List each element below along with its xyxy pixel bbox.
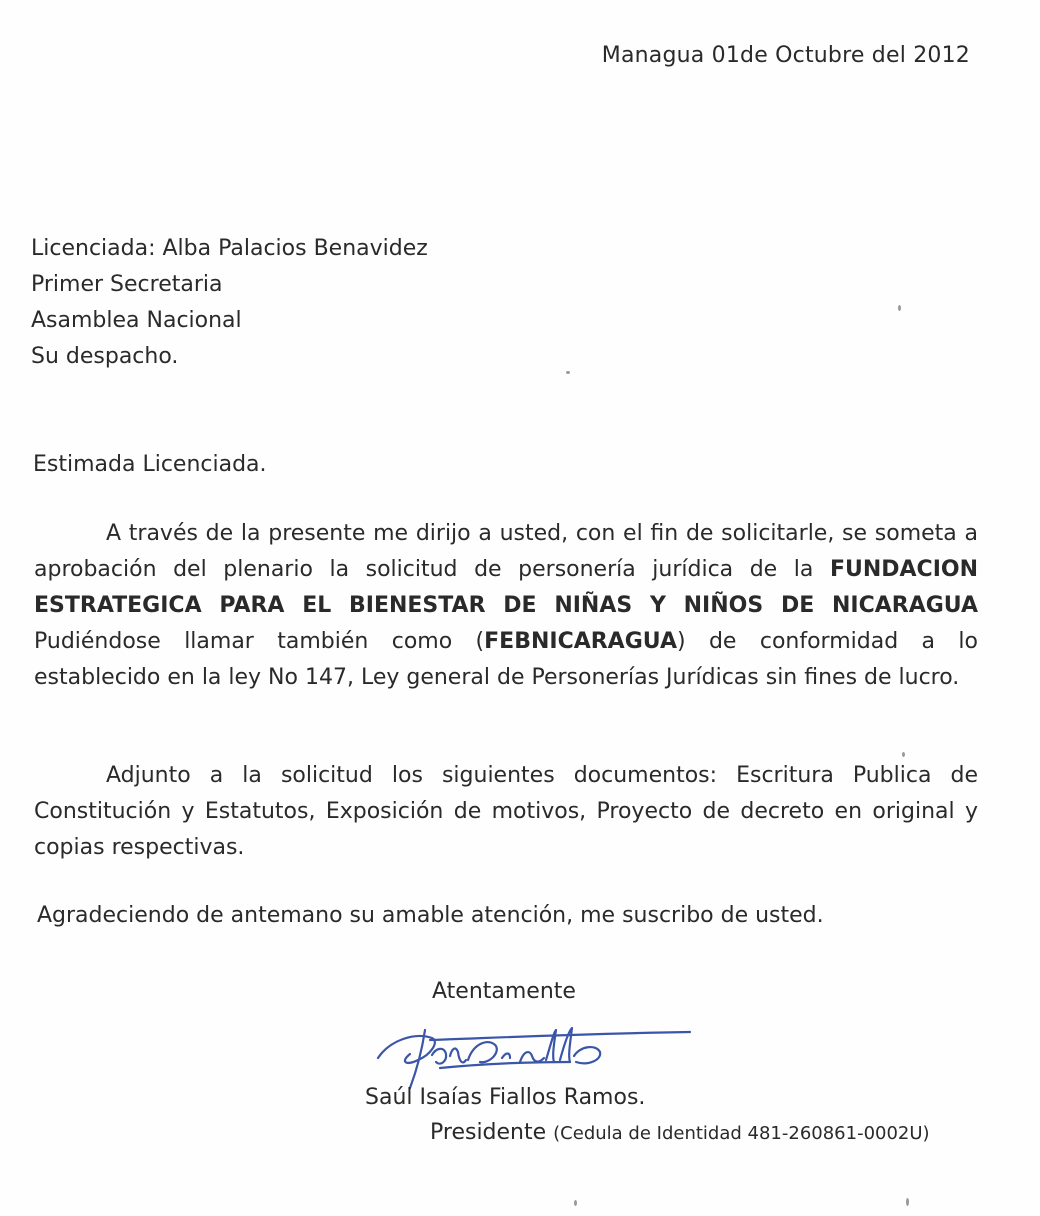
addressee-institution: Asamblea Nacional	[31, 308, 242, 333]
closing-line: Atentamente	[432, 979, 576, 1004]
scan-speck	[902, 752, 905, 757]
organization-name: FUNDACION ESTRATEGICA PARA EL BIENESTAR DE NIÑAS Y NIÑOS DE NICARAGUA	[34, 557, 978, 618]
organization-acronym: FEBNICARAGUA	[484, 629, 677, 654]
addressee-name: Licenciada: Alba Palacios Benavidez	[31, 236, 428, 261]
request-text-part3: ) de conformidad a lo establecido en la ley No 147, Ley general de Personerías Jurídicas sin fines de lucro.	[34, 629, 978, 690]
addressee-office: Su despacho.	[31, 344, 179, 369]
addressee-position: Primer Secretaria	[31, 272, 223, 297]
signer-title: Presidente	[430, 1120, 547, 1145]
signer-id: (Cedula de Identidad 481-260861-0002U)	[553, 1123, 930, 1144]
date-line: Managua 01de Octubre del 2012	[601, 43, 970, 68]
attachments-paragraph	[34, 758, 978, 866]
addressee-block	[31, 231, 428, 375]
request-text-part2: Pudiéndose llamar también como (	[34, 629, 485, 654]
scan-speck	[574, 1200, 577, 1206]
scan-speck	[906, 1198, 909, 1206]
request-paragraph	[34, 516, 978, 696]
attachments-text: Adjunto a la solicitud los siguientes documentos: Escritura Publica de Constitución y Estatutos, Exposición de motivos, Proyecto de decreto en original y copias respectivas.	[34, 763, 978, 860]
salutation: Estimada Licenciada.	[33, 452, 267, 477]
scan-speck	[566, 371, 570, 374]
thanks-line: Agradeciendo de antemano su amable atención, me suscribo de usted.	[37, 903, 824, 928]
signer-title-line	[430, 1115, 930, 1152]
request-text-part1: A través de la presente me dirijo a usted, con el fin de solicitarle, se someta a aprobación del plenario la solicitud de personería jurídica de la	[34, 521, 978, 582]
scan-speck	[898, 305, 901, 311]
signer-name: Saúl Isaías Fiallos Ramos.	[365, 1085, 646, 1110]
